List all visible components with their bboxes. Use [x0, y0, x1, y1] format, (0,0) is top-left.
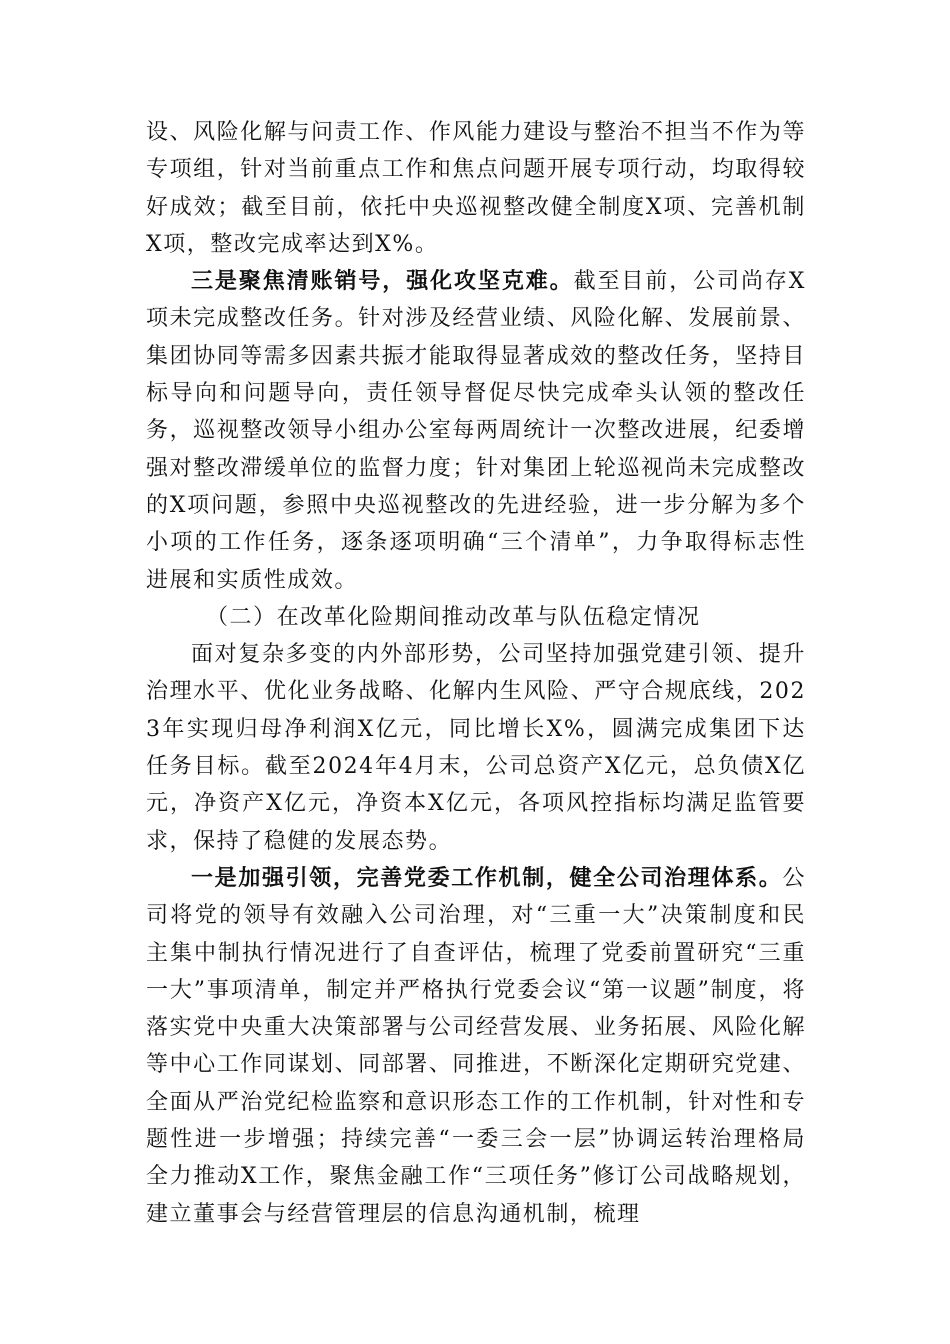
- paragraph-one-body: 公司将党的领导有效融入公司治理，对“三重一大”决策制度和民主集中制执行情况进行了自查评估，梳理了党委前置研究“三重一大”事项清单，制定并严格执行党委会议“第一议题”制度，将落实党中央重大决策部署与公司经营发展、业务拓展、风险化解等中心工作同谋划、同部署、同推进，不断深化定期研究党建、全面从严治党纪检监察和意识形态工作的工作机制，针对性和专题性进一步增强；持续完善“一委三会一层”协调运转治理格局全力推动X工作，聚焦金融工作“三项任务”修订公司战略规划，建立董事会与经营管理层的信息沟通机制，梳理: [146, 865, 806, 1227]
- paragraph-three-body: 截至目前，公司尚存X项未完成整改任务。针对涉及经营业绩、风险化解、发展前景、集团协同等需多因素共振才能取得显著成效的整改任务，坚持目标导向和问题导向，责任领导督促尽快完成牵头认领的整改任务，巡视整改领导小组办公室每两周统计一次整改进展，纪委增强对整改滞缓单位的监督力度；针对集团上轮巡视尚未完成整改的X项问题，参照中央巡视整改的先进经验，进一步分解为多个小项的工作任务，逐条逐项明确“三个清单”，力争取得标志性进展和实质性成效。: [146, 269, 806, 593]
- document-page: [146, 114, 806, 1233]
- paragraph-one-lead: 一是加强引领，完善党委工作机制，健全公司治理体系。: [191, 864, 783, 891]
- paragraph-one: [146, 860, 806, 1233]
- section-heading: （二）在改革化险期间推动改革与队伍稳定情况: [206, 604, 701, 630]
- paragraph-overview: 面对复杂多变的内外部形势，公司坚持加强党建引领、提升治理水平、优化业务战略、化解内生风险、严守合规底线，2023年实现归母净利润X亿元，同比增长X%，圆满完成集团下达任务目标。截至2024年4月末，公司总资产X亿元，总负债X亿元，净资产X亿元，净资本X亿元，各项风控指标均满足监管要求，保持了稳健的发展态势。: [146, 642, 806, 854]
- paragraph-three-lead: 三是聚焦清账销号，强化攻坚克难。: [191, 268, 574, 295]
- paragraph-three: [146, 263, 806, 599]
- paragraph-continuation: 设、风险化解与问责工作、作风能力建设与整治不担当不作为等专项组，针对当前重点工作和焦点问题开展专项行动，均取得较好成效；截至目前，依托中央巡视整改健全制度X项、完善机制X项，整改完成率达到X%。: [146, 120, 806, 257]
